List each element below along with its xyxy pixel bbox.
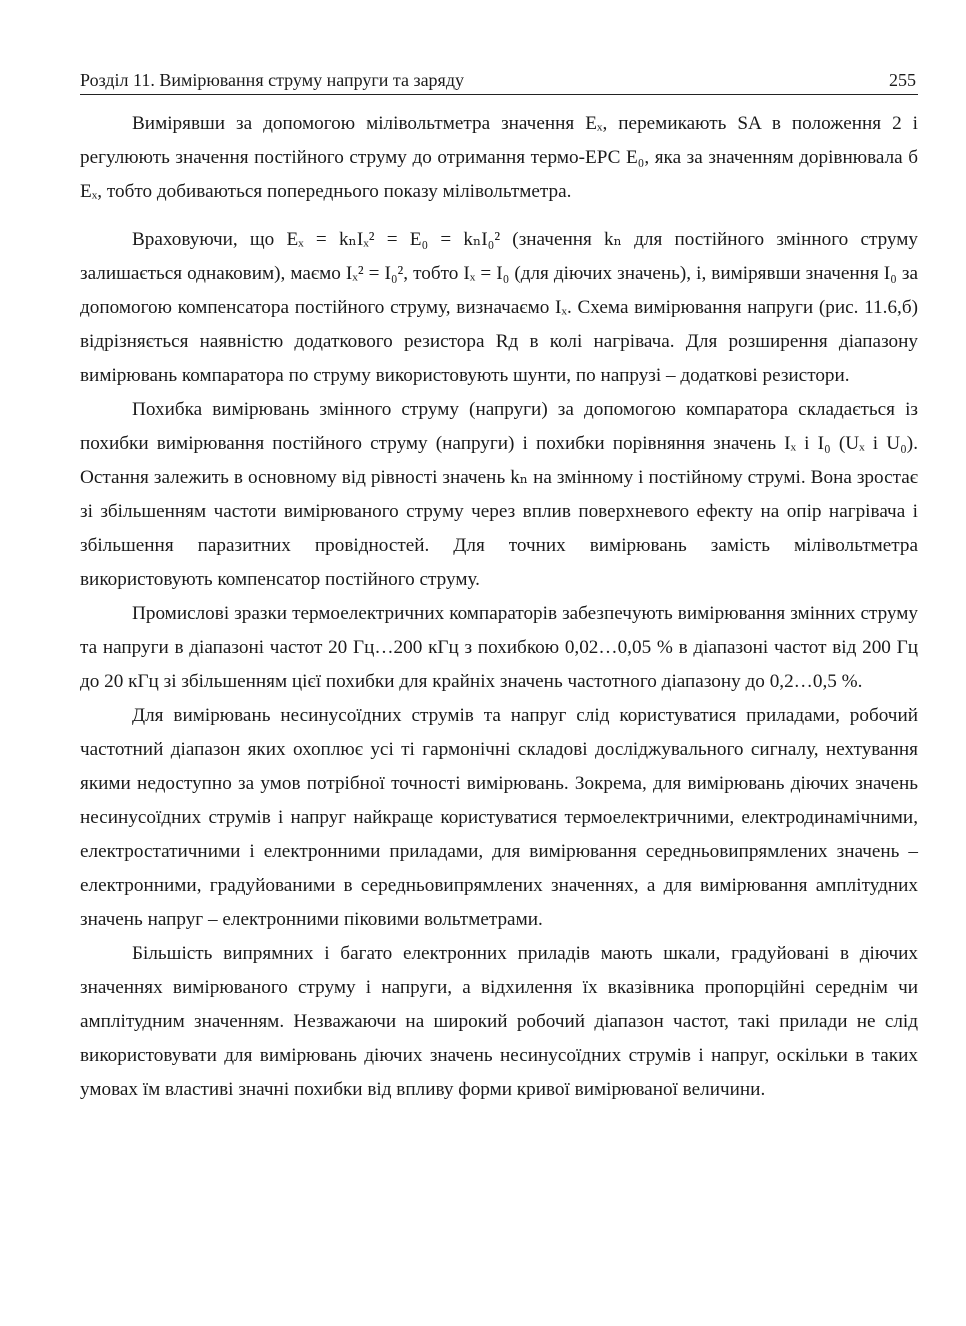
body-text xyxy=(80,107,918,1107)
paragraph-2: Враховуючи, що Eₓ = kₙIₓ² = E₀ = kₙI₀² (значення kₙ для постійного змінного струму залишається однаковим), маємо Iₓ² = I₀², тобто Iₓ = I₀ (для діючих значень), і, вимірявши значення I₀ за допомогою компенсатора постійного струму, визначаємо Iₓ. Схема вимірювання напруги (рис. 11.6,б) відрізняється наявністю додаткового резистора Rд в колі нагрівача. Для розширення діапазону вимірювань компаратора по струму використовують шунти, по напрузі – додаткові резистори. xyxy=(80,229,918,386)
paragraph-1: Вимірявши за допомогою мілівольтметра значення Eₓ, перемикають SA в положення 2 і регулюють значення постійного струму до отримання термо-ЕРС E₀, яка за значенням дорівнювала б Eₓ, тобто добиваються попереднього показу мілівольтметра. xyxy=(80,113,918,202)
paragraph-5: Для вимірювань несинусоїдних струмів та напруг слід користуватися приладами, робочий частотний діапазон яких охоплює усі ті гармонічні складові досліджувального сигналу, нехтування якими недоступно за умов потрібної точності вимірювань. Зокрема, для вимірювань діючих значень несинусоїдних струмів і напруг найкраще користуватися термоелектричними, електродинамічними, електростатичними і електронними приладами, для вимірювання середньовипрямлених значень – електронними, градуйованими в середньовипрямлених значеннях, а для вимірювання амплітудних значень напруг – електронними піковими вольтметрами. xyxy=(80,705,918,930)
page-number: 255 xyxy=(889,70,916,90)
chapter-title: Розділ 11. Вимірювання струму напруги та заряду xyxy=(80,70,464,90)
paragraph-6: Більшість випрямних і багато електронних приладів мають шкали, градуйовані в діючих значеннях вимірюваного струму і напруги, а відхилення їх вказівника пропорційні середнім чи амплітудним значенням. Незважаючи на широкий робочий діапазон частот, такі прилади не слід використовувати для вимірювань діючих значень несинусоїдних струмів і напруг, оскільки в таких умовах їм властиві значні похибки від впливу форми кривої вимірюваної величини. xyxy=(80,943,918,1100)
paragraph-3: Похибка вимірювань змінного струму (напруги) за допомогою компаратора складається із похибки вимірювання постійного струму (напруги) і похибки порівняння значень Iₓ і I₀ (Uₓ і U₀). Остання залежить в основному від рівності значень kₙ на змінному і постійному струмі. Вона зростає зі збільшенням частоти вимірюваного струму через вплив поверхневого ефекту на опір нагрівача і збільшення паразитних провідностей. Для точних вимірювань замість мілівольтметра використовують компенсатор постійного струму. xyxy=(80,399,918,590)
paragraph-4: Промислові зразки термоелектричних компараторів забезпечують вимірювання змінних струму та напруги в діапазоні частот 20 Гц…200 кГц з похибкою 0,02…0,05 % в діапазоні частот від 200 Гц до 20 кГц зі збільшенням цієї похибки для крайніх значень частотного діапазону до 0,2…0,5 %. xyxy=(80,603,918,692)
running-header xyxy=(80,68,918,95)
